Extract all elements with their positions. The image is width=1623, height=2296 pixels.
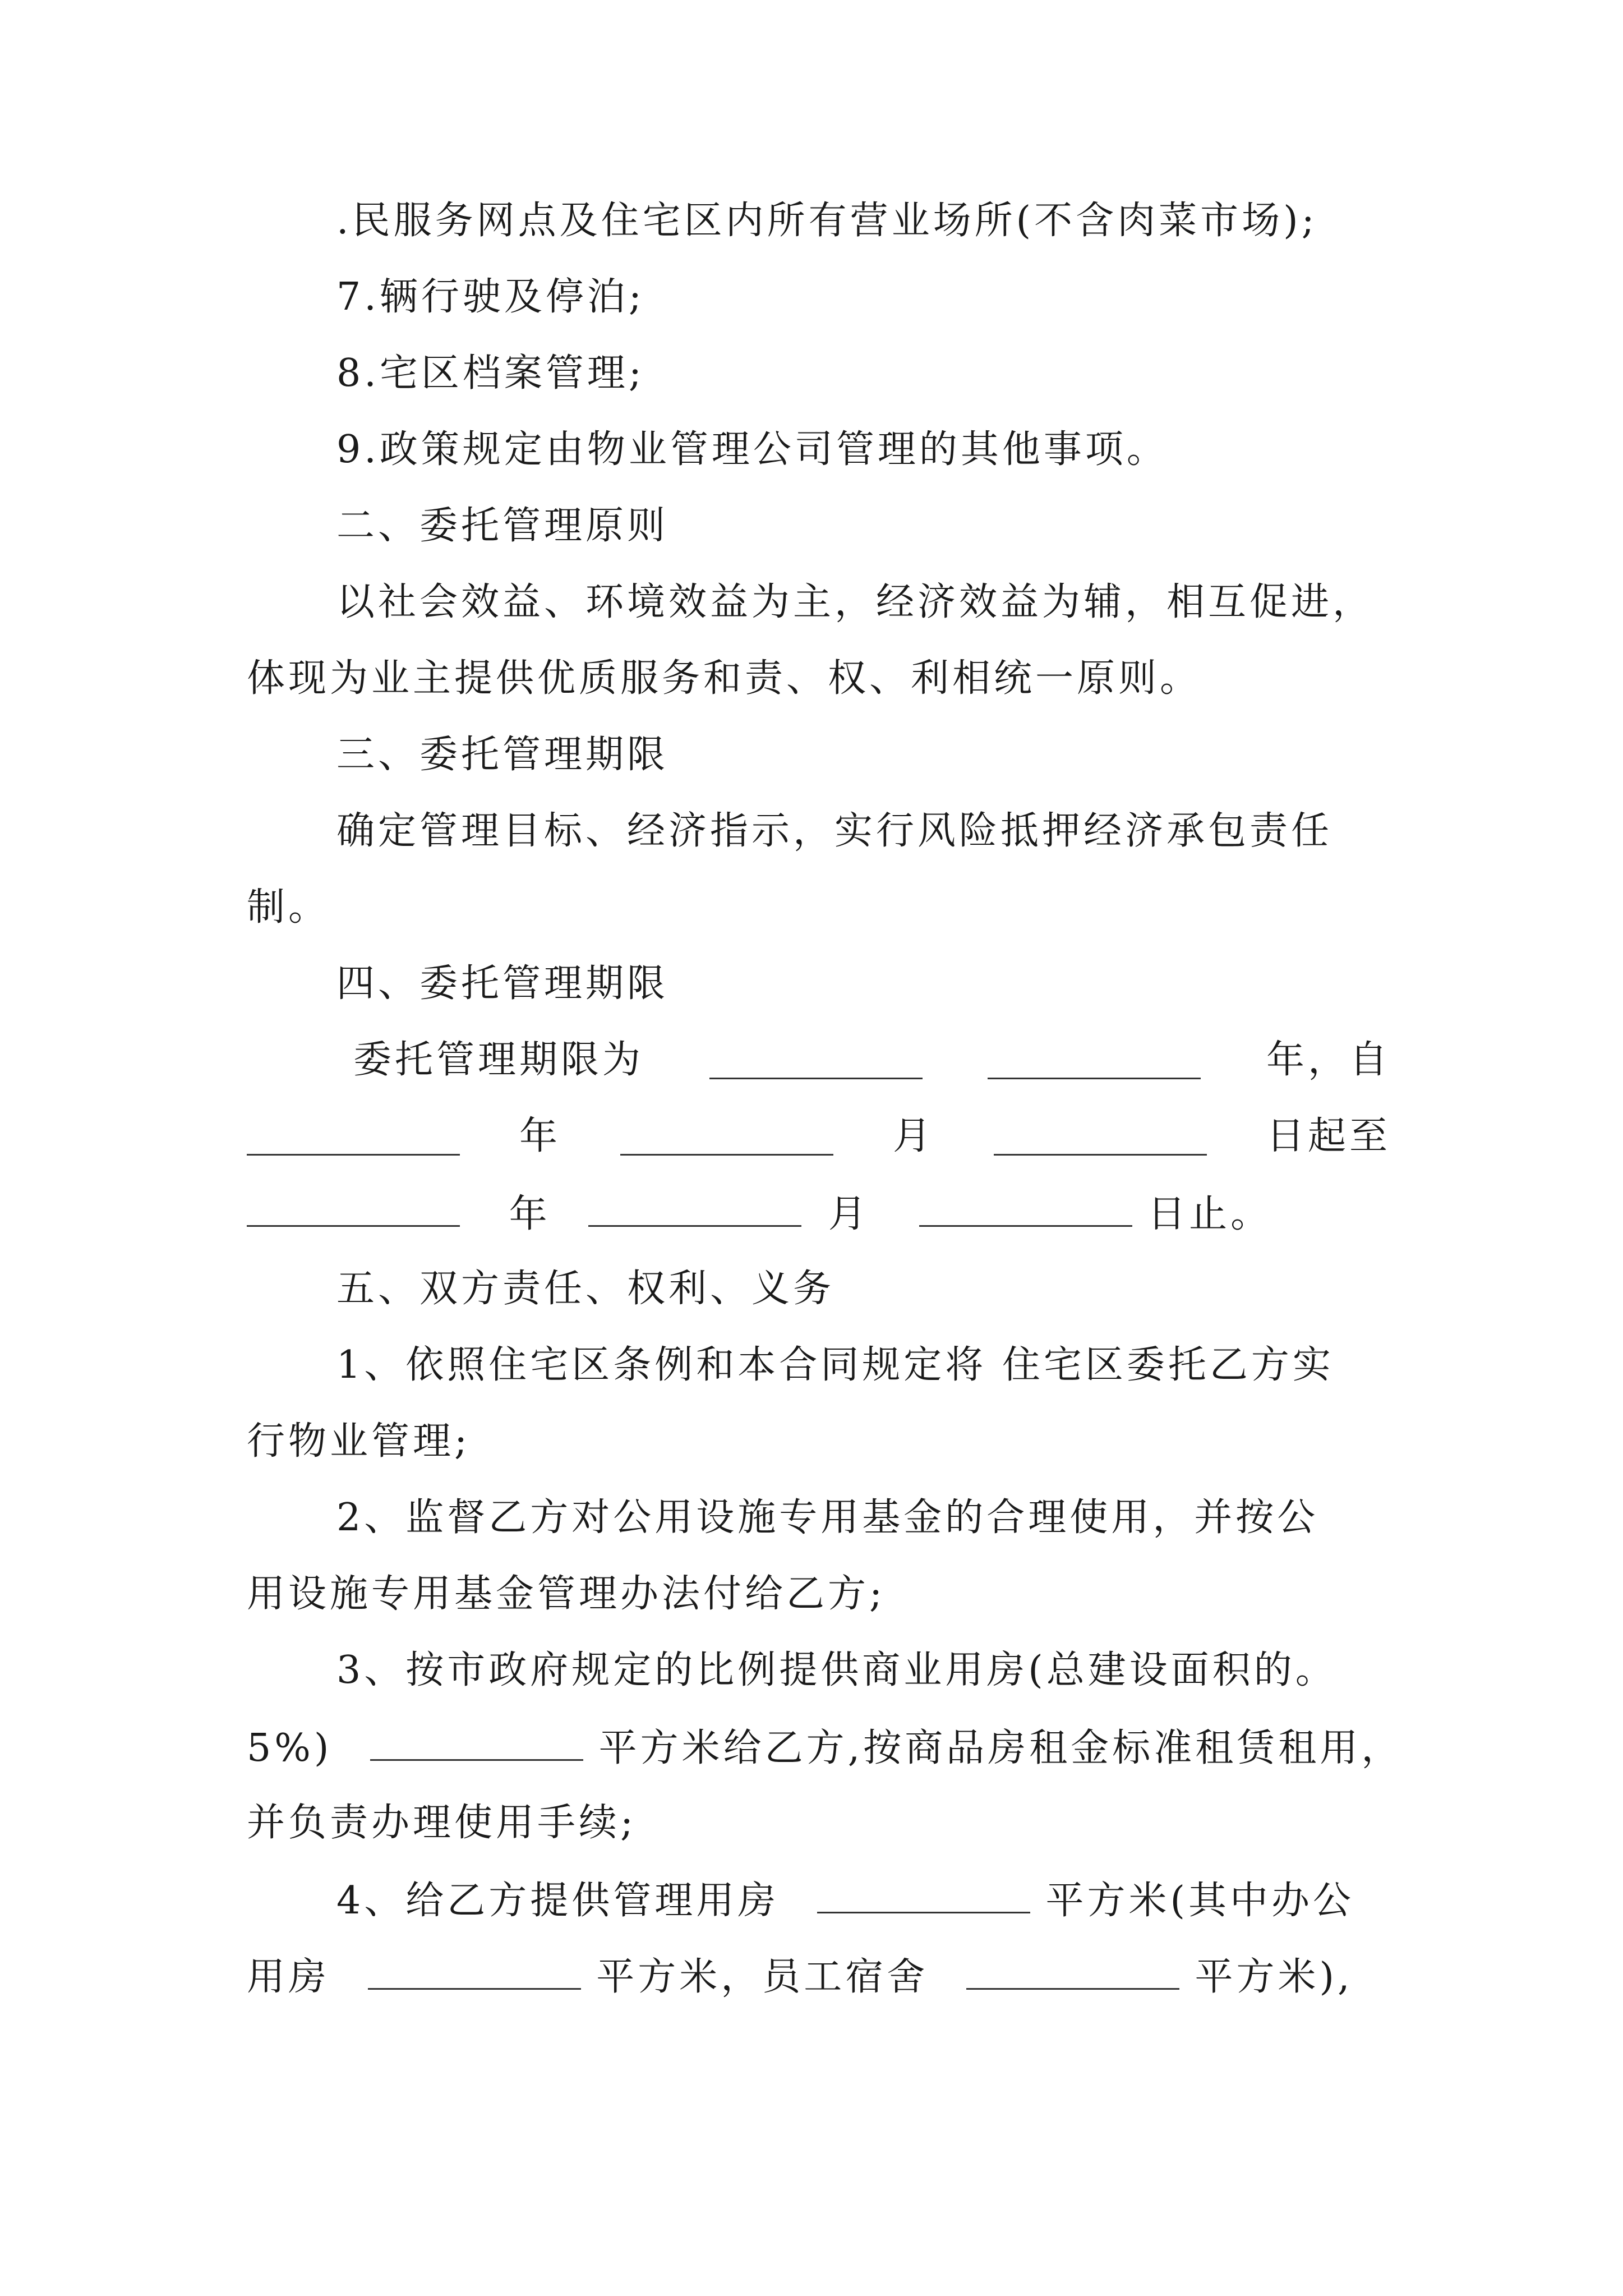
item-1-line-2: 行物业管理; [247,1419,471,1464]
office-room-label: 用房 [247,1955,330,1999]
item-1-line-1: 1、依照住宅区条例和本合同规定将 住宅区委托乙方实 [336,1343,1334,1387]
term-years-blank-1[interactable] [709,1046,923,1079]
commercial-area-blank[interactable] [370,1728,583,1761]
term-year-from-text: 年，自 [1266,1038,1391,1082]
item-9-other-matters-line: 9.政策规定由物业管理公司管理的其他事项。 [336,427,1168,472]
section-2-heading: 二、委托管理原则 [336,504,669,548]
start-year-label: 年 [519,1114,561,1158]
section-3-heading: 三、委托管理期限 [336,733,669,777]
section-2-paragraph-line-1: 以社会效益、环境效益为主，经济效益为辅，相互促进， [336,580,1375,624]
item-3-line-3: 并负责办理使用手续; [247,1801,637,1845]
management-room-label: 4、给乙方提供管理用房 [336,1879,780,1923]
service-outlets-line: .民服务网点及住宅区内所有营业场所(不含肉菜市场); [336,199,1318,243]
item-3-line-2 [247,1726,1403,1770]
item-7-vehicle-line: 7.辆行驶及停泊; [336,275,645,319]
management-room-blank[interactable] [817,1880,1030,1913]
start-month-blank[interactable] [620,1122,833,1156]
end-day-label: 日止。 [1147,1192,1272,1236]
term-line-1 [247,1038,1391,1082]
term-line-2 [247,1114,1391,1158]
commercial-area-text: 平方米给乙方,按商品房租金标准租赁租用， [598,1726,1403,1770]
start-day-label: 日起至 [1266,1114,1391,1158]
term-line-3 [247,1192,1391,1236]
end-year-label: 年 [509,1192,551,1236]
section-5-heading: 五、双方责任、权利、义务 [336,1267,835,1311]
end-day-blank[interactable] [919,1194,1132,1227]
start-month-label: 月 [892,1114,934,1158]
section-4-heading: 四、委托管理期限 [336,961,669,1006]
section-3-paragraph-line-1: 确定管理目标、经济指示，实行风险抵押经济承包责任 [336,809,1333,853]
end-year-blank[interactable] [247,1194,460,1227]
dormitory-label: 平方米，员工宿舍 [596,1955,929,1999]
item-2-line-1: 2、监督乙方对公用设施专用基金的合理使用，并按公 [336,1496,1319,1540]
end-month-blank[interactable] [588,1194,801,1227]
percent-text: 5%) [247,1726,333,1770]
management-room-unit: 平方米(其中办公 [1045,1879,1355,1923]
section-2-paragraph-line-2: 体现为业主提供优质服务和责、权、利相统一原则。 [247,656,1202,701]
item-4-line-2 [247,1955,1391,1999]
item-8-archive-line: 8.宅区档案管理; [336,351,645,395]
item-3-line-1: 3、按市政府规定的比例提供商业用房(总建设面积的。 [336,1648,1337,1692]
dormitory-unit: 平方米), [1195,1955,1353,1999]
start-year-blank[interactable] [247,1122,460,1156]
term-label: 委托管理期限为 [353,1038,644,1082]
document-body [247,199,1403,2033]
term-years-blank-2[interactable] [988,1046,1201,1079]
start-day-blank[interactable] [994,1122,1207,1156]
end-month-label: 月 [828,1192,870,1236]
item-2-line-2: 用设施专用基金管理办法付给乙方; [247,1572,886,1616]
section-3-paragraph-line-2: 制。 [247,885,330,930]
item-4-line-1 [247,1879,1391,1923]
office-room-blank[interactable] [368,1957,581,1990]
dormitory-blank[interactable] [966,1957,1179,1990]
